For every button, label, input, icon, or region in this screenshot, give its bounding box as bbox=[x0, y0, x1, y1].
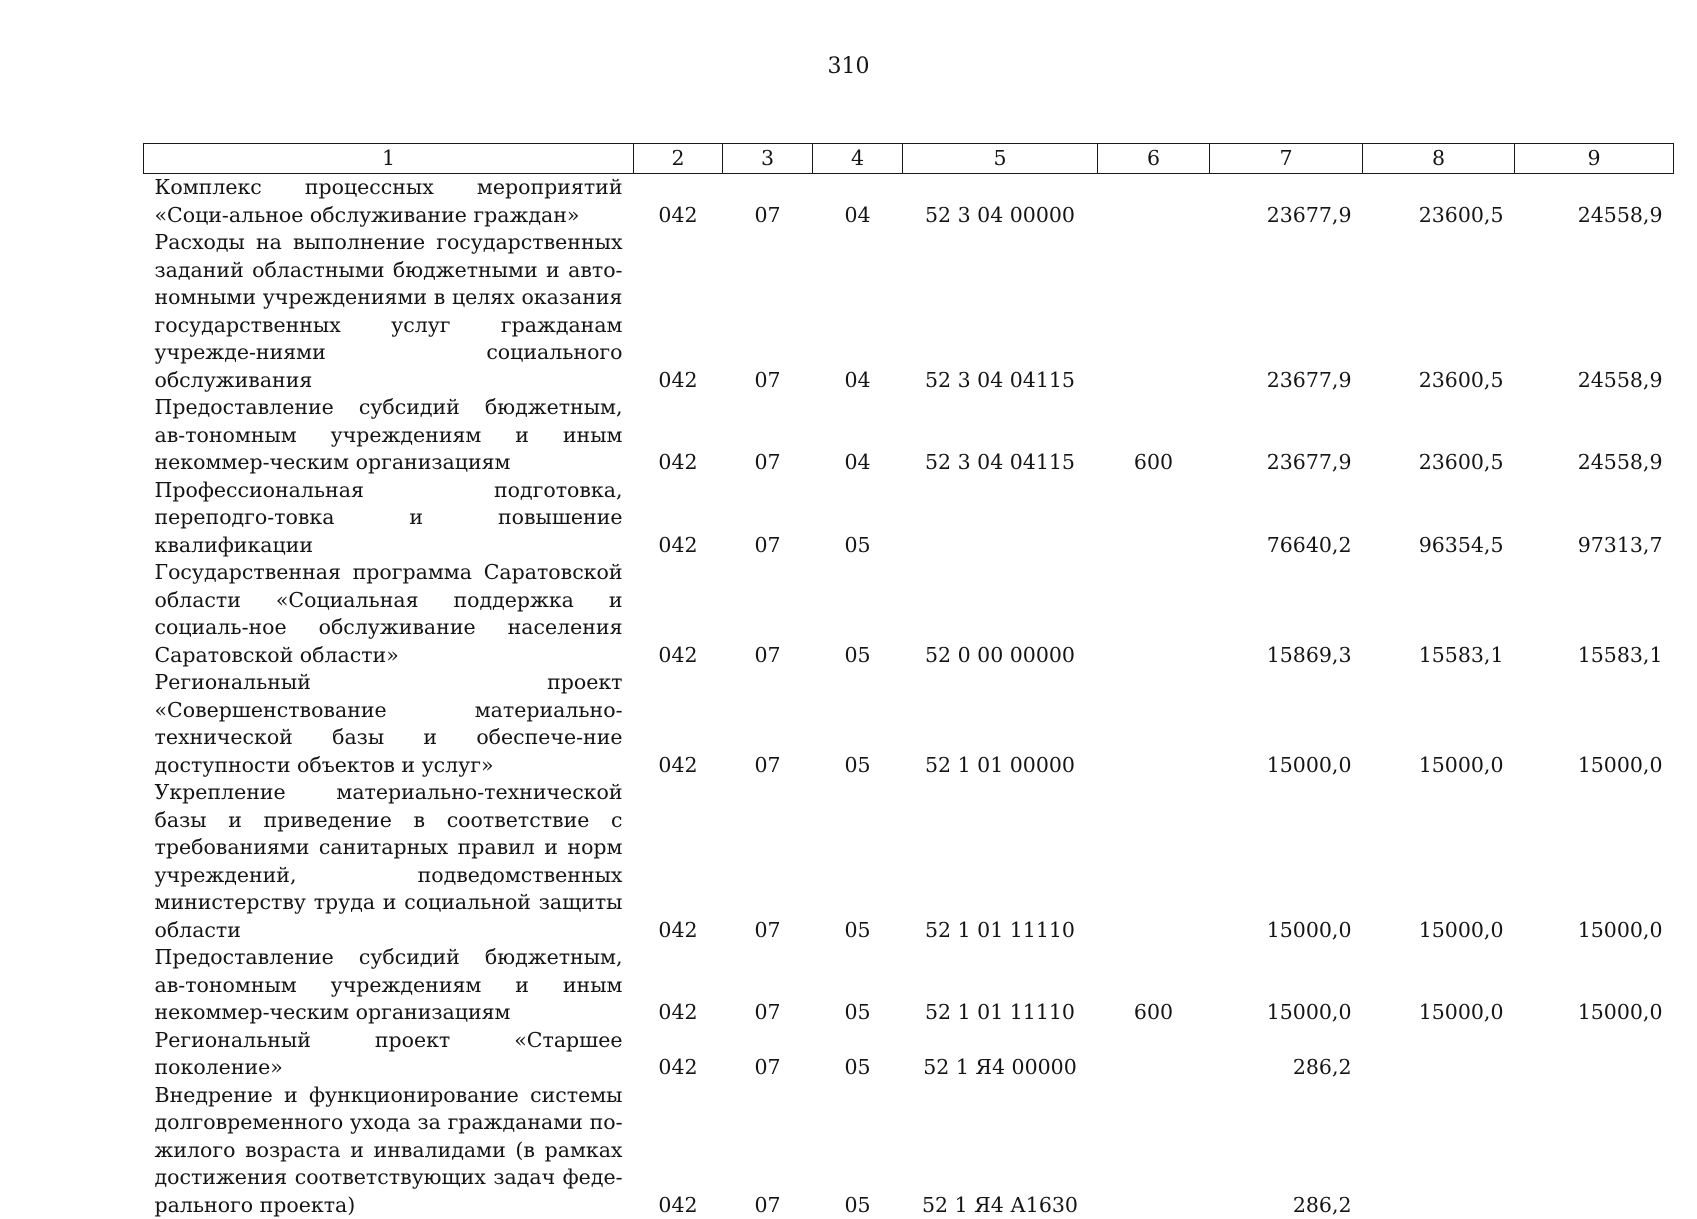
subsection-code: 05 bbox=[813, 477, 903, 560]
expense-name: Региональный проект «Совершенствование материально-технической базы и обеспече-ние доступности объектов и услуг» bbox=[144, 669, 634, 779]
column-header: 2 bbox=[634, 144, 723, 174]
expense-name: Расходы на выполнение государственных заданий областными бюджетными и авто-номными учреждениями в целях оказания государственных услуг гражданам учрежде-ниями социального обслуживания bbox=[144, 229, 634, 394]
amount-col9: 97313,7 bbox=[1515, 477, 1674, 560]
amount-col8: 15000,0 bbox=[1363, 669, 1515, 779]
target-article-code: 52 1 Я4 00000 bbox=[903, 1027, 1098, 1082]
column-header: 8 bbox=[1363, 144, 1515, 174]
expense-type-code bbox=[1098, 779, 1210, 944]
target-article-code: 52 1 01 11110 bbox=[903, 944, 1098, 1027]
amount-col8 bbox=[1363, 1082, 1515, 1219]
ministry-code: 042 bbox=[634, 229, 723, 394]
expense-name: Региональный проект «Старшее поколение» bbox=[144, 1027, 634, 1082]
amount-col7: 23677,9 bbox=[1210, 394, 1363, 477]
subsection-code: 05 bbox=[813, 669, 903, 779]
expense-name: Государственная программа Саратовской области «Социальная поддержка и социаль-ное обслуживание населения Саратовской области» bbox=[144, 559, 634, 669]
column-header: 3 bbox=[723, 144, 813, 174]
ministry-code: 042 bbox=[634, 477, 723, 560]
ministry-code: 042 bbox=[634, 669, 723, 779]
table-row bbox=[144, 779, 1674, 944]
amount-col8: 15583,1 bbox=[1363, 559, 1515, 669]
subsection-code: 05 bbox=[813, 559, 903, 669]
amount-col8: 15000,0 bbox=[1363, 779, 1515, 944]
expense-type-code bbox=[1098, 1027, 1210, 1082]
amount-col7: 76640,2 bbox=[1210, 477, 1363, 560]
target-article-code: 52 1 01 00000 bbox=[903, 669, 1098, 779]
amount-col7: 286,2 bbox=[1210, 1027, 1363, 1082]
section-code: 07 bbox=[723, 174, 813, 230]
target-article-code: 52 3 04 04115 bbox=[903, 229, 1098, 394]
section-code: 07 bbox=[723, 669, 813, 779]
expense-type-code: 600 bbox=[1098, 394, 1210, 477]
target-article-code: 52 1 Я4 А1630 bbox=[903, 1082, 1098, 1219]
ministry-code: 042 bbox=[634, 779, 723, 944]
subsection-code: 04 bbox=[813, 229, 903, 394]
column-header: 5 bbox=[903, 144, 1098, 174]
table-body bbox=[144, 174, 1674, 1219]
amount-col7: 15000,0 bbox=[1210, 779, 1363, 944]
amount-col9: 15000,0 bbox=[1515, 944, 1674, 1027]
subsection-code: 05 bbox=[813, 779, 903, 944]
target-article-code: 52 3 04 04115 bbox=[903, 394, 1098, 477]
amount-col7: 23677,9 bbox=[1210, 174, 1363, 230]
ministry-code: 042 bbox=[634, 174, 723, 230]
amount-col9: 15000,0 bbox=[1515, 779, 1674, 944]
subsection-code: 04 bbox=[813, 174, 903, 230]
column-header: 6 bbox=[1098, 144, 1210, 174]
expense-name: Профессиональная подготовка, переподго-товка и повышение квалификации bbox=[144, 477, 634, 560]
section-code: 07 bbox=[723, 1082, 813, 1219]
ministry-code: 042 bbox=[634, 394, 723, 477]
table-row bbox=[144, 1082, 1674, 1219]
column-header: 1 bbox=[144, 144, 634, 174]
column-header: 7 bbox=[1210, 144, 1363, 174]
amount-col7: 286,2 bbox=[1210, 1082, 1363, 1219]
subsection-code: 05 bbox=[813, 1082, 903, 1219]
amount-col8: 23600,5 bbox=[1363, 229, 1515, 394]
expense-type-code bbox=[1098, 477, 1210, 560]
column-header: 9 bbox=[1515, 144, 1674, 174]
amount-col9: 24558,9 bbox=[1515, 174, 1674, 230]
table-row bbox=[144, 944, 1674, 1027]
amount-col9: 24558,9 bbox=[1515, 394, 1674, 477]
table-row bbox=[144, 1027, 1674, 1082]
amount-col7: 15000,0 bbox=[1210, 944, 1363, 1027]
expense-name: Предоставление субсидий бюджетным, ав-тономным учреждениям и иным некоммер-ческим организациям bbox=[144, 944, 634, 1027]
ministry-code: 042 bbox=[634, 1082, 723, 1219]
table-row bbox=[144, 477, 1674, 560]
amount-col8: 15000,0 bbox=[1363, 944, 1515, 1027]
expense-name: Внедрение и функционирование системы долговременного ухода за гражданами по-жилого возраста и инвалидами (в рамках достижения соответствующих задач феде-рального проекта) bbox=[144, 1082, 634, 1219]
amount-col7: 15869,3 bbox=[1210, 559, 1363, 669]
table-row bbox=[144, 394, 1674, 477]
amount-col7: 23677,9 bbox=[1210, 229, 1363, 394]
expense-type-code bbox=[1098, 174, 1210, 230]
header-row bbox=[144, 144, 1674, 174]
subsection-code: 05 bbox=[813, 1027, 903, 1082]
ministry-code: 042 bbox=[634, 559, 723, 669]
section-code: 07 bbox=[723, 394, 813, 477]
target-article-code: 52 3 04 00000 bbox=[903, 174, 1098, 230]
amount-col9: 15000,0 bbox=[1515, 669, 1674, 779]
table-row bbox=[144, 229, 1674, 394]
expense-type-code bbox=[1098, 229, 1210, 394]
table-row bbox=[144, 669, 1674, 779]
subsection-code: 04 bbox=[813, 394, 903, 477]
section-code: 07 bbox=[723, 1027, 813, 1082]
expense-name: Предоставление субсидий бюджетным, ав-тономным учреждениям и иным некоммер-ческим организациям bbox=[144, 394, 634, 477]
table-row bbox=[144, 559, 1674, 669]
section-code: 07 bbox=[723, 944, 813, 1027]
amount-col8: 96354,5 bbox=[1363, 477, 1515, 560]
table-row bbox=[144, 174, 1674, 230]
subsection-code: 05 bbox=[813, 944, 903, 1027]
amount-col8 bbox=[1363, 1027, 1515, 1082]
expense-name: Комплекс процессных мероприятий «Соци-альное обслуживание граждан» bbox=[144, 174, 634, 230]
target-article-code bbox=[903, 477, 1098, 560]
amount-col7: 15000,0 bbox=[1210, 669, 1363, 779]
amount-col8: 23600,5 bbox=[1363, 394, 1515, 477]
amount-col8: 23600,5 bbox=[1363, 174, 1515, 230]
section-code: 07 bbox=[723, 477, 813, 560]
amount-col9 bbox=[1515, 1082, 1674, 1219]
target-article-code: 52 1 01 11110 bbox=[903, 779, 1098, 944]
section-code: 07 bbox=[723, 779, 813, 944]
expense-type-code bbox=[1098, 669, 1210, 779]
amount-col9 bbox=[1515, 1027, 1674, 1082]
target-article-code: 52 0 00 00000 bbox=[903, 559, 1098, 669]
amount-col9: 24558,9 bbox=[1515, 229, 1674, 394]
column-header: 4 bbox=[813, 144, 903, 174]
section-code: 07 bbox=[723, 229, 813, 394]
expense-type-code: 600 bbox=[1098, 944, 1210, 1027]
expense-type-code bbox=[1098, 1082, 1210, 1219]
expense-name: Укрепление материально-технической базы и приведение в соответствие с требованиями санитарных правил и норм учреждений, подведомственных министерству труда и социальной защиты области bbox=[144, 779, 634, 944]
expense-type-code bbox=[1098, 559, 1210, 669]
amount-col9: 15583,1 bbox=[1515, 559, 1674, 669]
budget-table bbox=[143, 143, 1674, 1219]
page-number: 310 bbox=[0, 54, 1697, 79]
ministry-code: 042 bbox=[634, 944, 723, 1027]
section-code: 07 bbox=[723, 559, 813, 669]
ministry-code: 042 bbox=[634, 1027, 723, 1082]
